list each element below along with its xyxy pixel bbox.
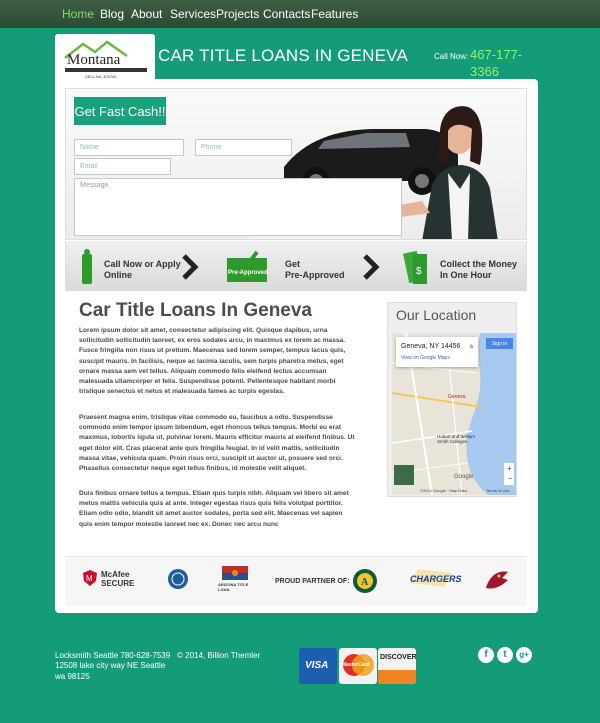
view-on-google-maps-link[interactable]: View on Google Maps	[401, 355, 450, 361]
name-field[interactable]	[74, 139, 184, 156]
map-college-label: Hobart and William Smith Colleges	[437, 434, 476, 444]
arizona-flag-icon	[222, 566, 248, 580]
nav-services[interactable]: Services	[170, 7, 217, 21]
article-paragraph-1: Lorem ipsum dolor sit amet, consectetur adipiscing elit. Quisque dapibus, urna sollicitudin sollicitudin laoreet, ex eros sodales arcu, in maximus ex lorem ac massa. Fusce fringilla non risus ut pretium. Maecenas sed lorem semper, tempus lacus quis, suscipit mauris. In facilisis, neque ac lacinia iaculis, sem turpis pharetra metus, eget ornare massa sem vel tellus. Aliquam commodo felis eleifend lectus accumsan malesuada ullamcorper et felis. Suspendisse potenti. Pellentesque habitant morbi tristique senectus et netus et malesuada fames ac turpis egestas.	[79, 327, 346, 396]
mastercard-icon: MasterCard	[339, 648, 377, 684]
get-fast-cash-button[interactable]: Get Fast Cash!!	[74, 97, 166, 125]
star-icon[interactable]: ★	[468, 342, 476, 351]
page-title: CAR TITLE LOANS IN GENEVA	[158, 46, 408, 65]
logo-cell-number: CELL No. 403784	[85, 74, 117, 79]
article-paragraph-2: Praesent magna enim, tristique vitae commodo eu, faucibus a odio. Suspendisse commodo enim tempor ipsum bibendum, eget rhoncus tellus tempus. Morbi eu erat maximus, lobortis ligula ut, pulvinar lorem. Mauris efficitur mauris at eleifend finibus. Ut eget dolor elit. Cras placerat ante quis fringilla feugiat. In id velit mattis, sollicitudin massa vitae, vehicula quam. Proin risus orci, suscipit ut auctor ut, posuere sed orci. Phasellus consectetur neque eget tellus finibus, id molestie velit aliquet.	[79, 414, 355, 473]
mcafee-label: McAfee	[101, 570, 130, 579]
step-2-label-line1: Get	[285, 259, 301, 269]
step-1-label-line2: Online	[104, 270, 133, 280]
map-info-window	[396, 337, 478, 367]
arizona-title-loan-label: ARIZONA TITLE LOAN	[218, 582, 249, 592]
svg-text:M: M	[86, 574, 93, 583]
money-icon	[402, 248, 432, 286]
footer-locksmith: Locksmith Seattle 780-628-7539	[55, 651, 171, 660]
top-navigation	[0, 0, 600, 28]
chargers-label: CHARGERS	[410, 574, 462, 584]
email-field[interactable]	[74, 158, 171, 175]
phone-field[interactable]	[195, 139, 292, 156]
logo-tagline-bar	[65, 68, 147, 72]
visa-card-icon: VISA	[299, 648, 337, 684]
nav-projects[interactable]: Projects	[216, 7, 260, 21]
footer-address: 12508 lake city way NE Seattle wa 98125	[55, 661, 166, 681]
chevron-right-icon	[181, 254, 199, 280]
step-3-label-line1: Collect the Money	[440, 259, 518, 269]
pre-approved-badge-icon	[225, 250, 269, 284]
location-title: Our Location	[396, 307, 477, 323]
google-logo: Google	[454, 474, 474, 480]
nav-features[interactable]: Features	[311, 7, 359, 21]
footer-copyright: © 2014, Billion Themler	[177, 651, 261, 660]
svg-text:$: $	[416, 266, 422, 277]
step-1-label-line1: Call Now or Apply	[104, 259, 181, 269]
zoom-in-icon[interactable]: +	[507, 464, 512, 473]
mcafee-secure-label: SECURE	[101, 579, 135, 588]
nav-home[interactable]: Home	[62, 7, 95, 21]
logo-text: Montana	[67, 52, 121, 68]
chevron-right-icon	[362, 254, 380, 280]
facebook-icon[interactable]: f	[478, 647, 494, 663]
map-terms-link[interactable]: Terms of Use	[486, 488, 510, 493]
nav-blog[interactable]: Blog	[100, 7, 125, 21]
proud-partner-label: PROUD PARTNER OF:	[275, 578, 350, 585]
discover-card-icon: DISCOVER	[378, 648, 416, 684]
trusted-badge-icon	[167, 568, 189, 590]
step-3-label-line2: In One Hour	[440, 270, 492, 280]
athletics-logo-icon	[352, 568, 378, 594]
map-copyright: ©2014 Google · Map Data	[420, 488, 467, 493]
phone-number[interactable]: 467-177-3366	[470, 47, 523, 79]
article-title: Car Title Loans In Geneva	[79, 300, 313, 321]
call-now-label: Call Now:	[434, 52, 469, 61]
svg-text:A: A	[361, 577, 369, 588]
article-paragraph-3: Duis finibus ornare tellus a tempus. Etiam quis turpis nibh. Aliquam vel libero sit amet metus mattis vehicula quis at ante. Integer egestas risus quis felis volutpat porttitor. Etiam odio odio, blandit sit amet auctor sodales, porta sed elit. Maecenas vel sapien quis enim tempor molestie laoreet nec ex. Donec nec arcu nunc	[79, 490, 349, 528]
phone-icon	[78, 248, 98, 286]
message-field[interactable]	[74, 178, 402, 236]
pre-approved-badge-text: Pre-Approved	[228, 270, 268, 276]
map-sign-in-button[interactable]: Sign in	[486, 338, 513, 349]
map-place-name: Geneva, NY 14456	[401, 343, 461, 350]
nav-contacts[interactable]: Contacts	[263, 7, 311, 21]
map-city-label: Geneva	[448, 394, 466, 400]
step-2-label-line2: Pre-Approved	[285, 270, 345, 280]
site-logo[interactable]	[55, 34, 155, 92]
cardinals-logo-icon	[484, 568, 510, 592]
twitter-icon[interactable]: t	[497, 647, 513, 663]
google-plus-icon[interactable]: g+	[516, 647, 532, 663]
zoom-out-icon[interactable]: −	[508, 474, 513, 483]
mcafee-shield-icon	[82, 569, 98, 587]
nav-about[interactable]: About	[131, 7, 163, 21]
